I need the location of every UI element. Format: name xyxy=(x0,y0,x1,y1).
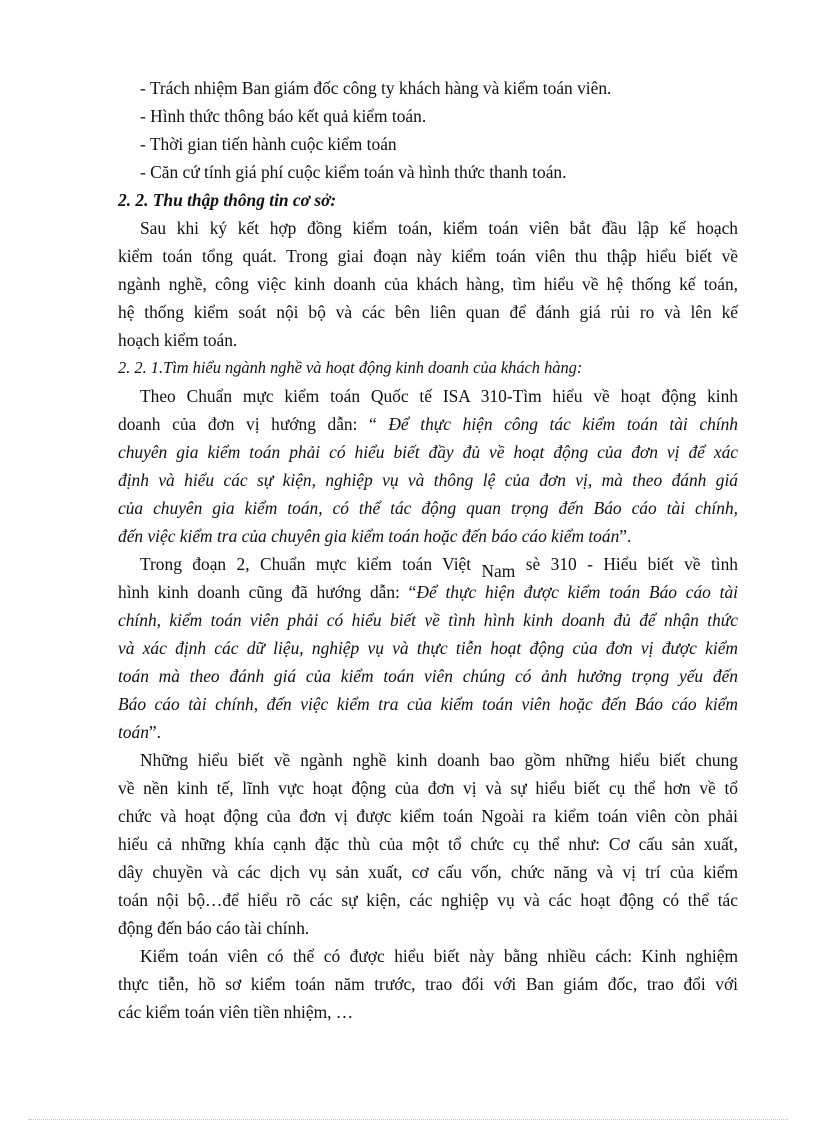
quote-line: chuyên gia kiểm toán phải có hiểu biết đầy đủ về hoạt động của đơn vị để xác xyxy=(118,442,738,462)
paragraph-line: về nền kinh tế, lĩnh vực hoạt động của đơn vị và sự hiểu biết cụ thể hơn về tổ xyxy=(118,778,738,798)
paragraph-line: Những hiểu biết về ngành nghề kinh doanh bao gồm những hiểu biết chung xyxy=(140,750,738,770)
paragraph-line: kiểm toán tổng quát. Trong giai đoạn này kiểm toán viên thu thập hiểu biết về xyxy=(118,246,738,266)
bullet-line: - Trách nhiệm Ban giám đốc công ty khách hàng và kiểm toán viên. xyxy=(140,78,612,98)
paragraph-line: hình kinh doanh cũng đã hướng dẫn: “Để thực hiện được kiểm toán Báo cáo tài xyxy=(118,582,738,602)
paragraph-line: hiểu cả những khía cạnh đặc thù của một tổ chức cụ thể như: Cơ cấu sản xuất, xyxy=(118,834,738,854)
paragraph-line: Sau khi ký kết hợp đồng kiểm toán, kiểm toán viên bắt đầu lập kế hoạch xyxy=(140,218,738,238)
quote-line: toán”. xyxy=(118,722,161,742)
bullet-line: - Hình thức thông báo kết quả kiểm toán. xyxy=(140,106,427,126)
quote-line: đến việc kiểm tra của chuyên gia kiểm toán hoặc đến báo cáo kiểm toán”. xyxy=(118,526,632,546)
quote-line: định và hiểu các sự kiện, nghiệp vụ và thông lệ của đơn vị, mà theo đánh giá xyxy=(118,470,738,490)
paragraph-line: Theo Chuẩn mực kiểm toán Quốc tế ISA 310-Tìm hiểu về hoạt động kinh xyxy=(140,386,738,406)
quote-line: toán mà theo đánh giá của kiểm toán viên chúng có ảnh hưởng trọng yếu đến xyxy=(118,666,738,686)
paragraph-line: các kiểm toán viên tiền nhiệm, … xyxy=(118,1002,354,1022)
paragraph-line: hoạch kiểm toán. xyxy=(118,330,238,350)
paragraph-line: Kiểm toán viên có thể có được hiểu biết này bằng nhiều cách: Kinh nghiệm xyxy=(140,946,738,966)
paragraph-line: ngành nghề, công việc kinh doanh của khách hàng, tìm hiểu về hệ thống kế toán, xyxy=(118,274,738,294)
quote-line: và xác định các dữ liệu, nghiệp vụ và thực tiễn hoạt động của đơn vị được kiểm xyxy=(118,638,738,658)
quote-line: chính, kiểm toán viên phải có hiểu biết về tình hình kinh doanh đủ để nhận thức xyxy=(118,610,738,630)
bullet-line: - Thời gian tiến hành cuộc kiểm toán xyxy=(140,134,397,154)
paragraph-line: doanh của đơn vị hướng dẫn: “ Để thực hiện công tác kiểm toán tài chính xyxy=(118,414,738,434)
subsection-heading: 2. 2. 1.Tìm hiểu ngành nghề và hoạt động kinh doanh của khách hàng: xyxy=(118,358,583,377)
paragraph-line: thực tiễn, hồ sơ kiểm toán năm trước, trao đổi với Ban giám đốc, trao đổi với xyxy=(118,974,738,994)
section-heading: 2. 2. Thu thập thông tin cơ sở: xyxy=(118,190,337,210)
quote-line: của chuyên gia kiểm toán, có thể tác động quan trọng đến Báo cáo tài chính, xyxy=(118,498,738,518)
page-bottom-rule xyxy=(28,1119,788,1120)
paragraph-line: hệ thống kiểm soát nội bộ và các bên liên quan để đánh giá rủi ro và lên kế xyxy=(118,302,738,322)
paragraph-line: Trong đoạn 2, Chuẩn mực kiểm toán Việt Nam sè 310 - Hiểu biết về tình xyxy=(140,554,738,581)
bullet-line: - Căn cứ tính giá phí cuộc kiểm toán và hình thức thanh toán. xyxy=(140,162,567,182)
paragraph-line: dây chuyền và các dịch vụ sản xuất, cơ cấu vốn, chức năng và vị trí của kiểm xyxy=(118,862,738,882)
paragraph-line: toán nội bộ…để hiểu rõ các sự kiện, các nghiệp vụ và các hoạt động có thể tác xyxy=(118,890,738,910)
paragraph-line: chức và hoạt động của đơn vị được kiểm toán Ngoài ra kiểm toán viên còn phải xyxy=(118,806,738,826)
paragraph-line: động đến báo cáo tài chính. xyxy=(118,918,310,938)
quote-line: Báo cáo tài chính, đến việc kiểm tra của kiểm toán viên hoặc đến Báo cáo kiểm xyxy=(118,694,738,714)
